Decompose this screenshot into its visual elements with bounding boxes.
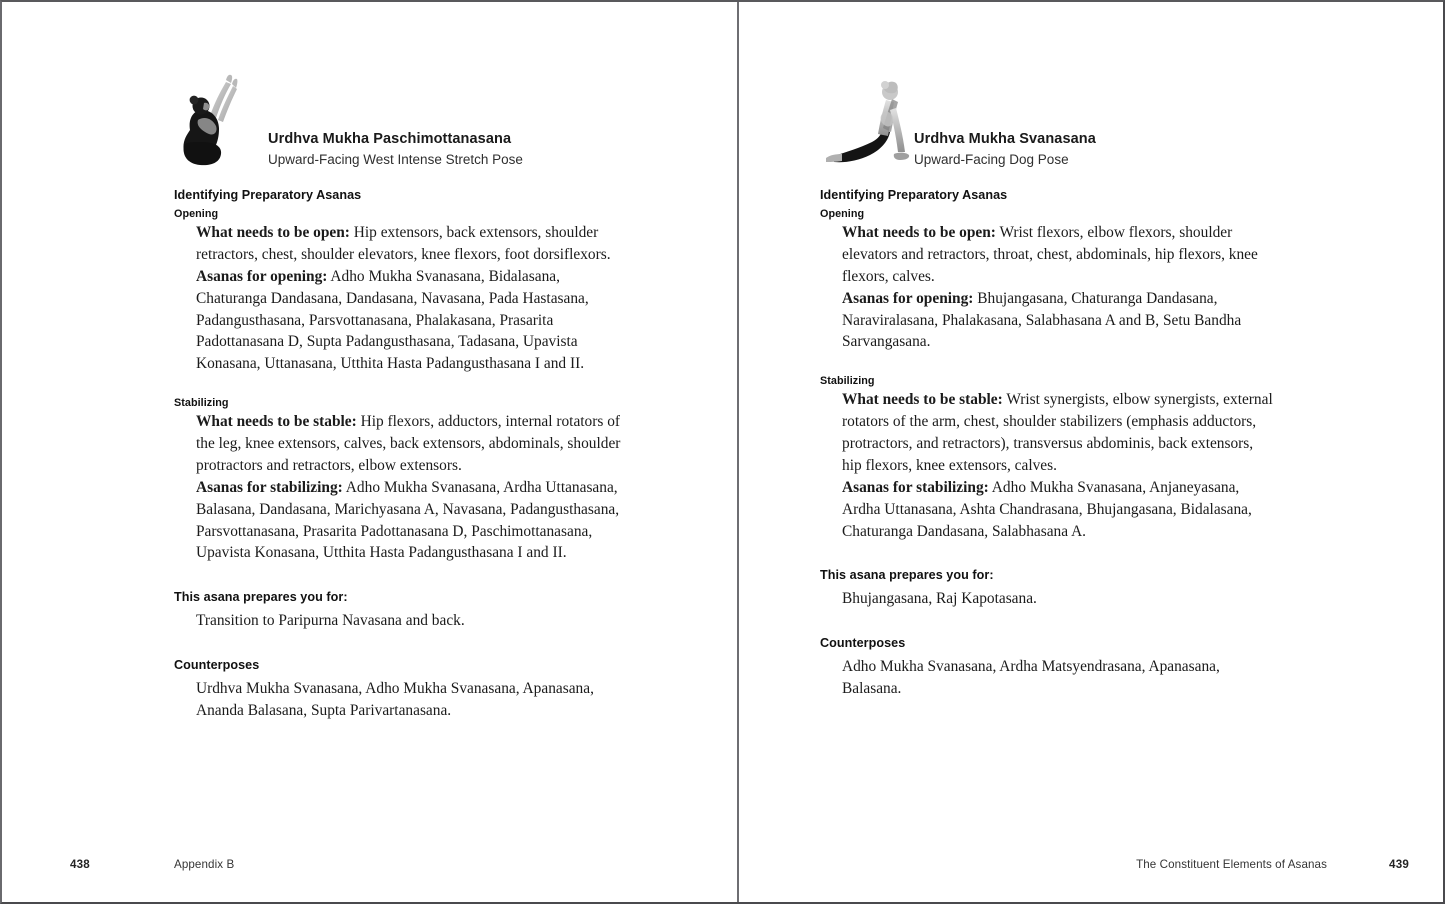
asanas-for-opening-label: Asanas for opening: [842,289,974,307]
right-page-footer [739,846,1445,906]
opening-body [196,222,624,375]
asanas-for-opening-paragraph [196,266,624,375]
left-page-content [174,72,624,722]
left-page [2,2,737,906]
heading-stabilizing: Stabilizing [820,375,875,388]
what-needs-to-be-open-text: Hip extensors, back extensors, shoulder retractors, chest, shoulder elevators, knee flexors, foot dorsiflexors. [196,224,611,263]
pose-titles [914,130,1096,172]
page-number: 438 [70,858,90,871]
running-head: The Constituent Elements of Asanas [1136,858,1327,871]
what-needs-to-be-open-paragraph [842,222,1275,288]
heading-opening: Opening [820,208,865,220]
prepares-text: Transition to Paripurna Navasana and back. [196,612,465,630]
what-needs-to-be-open-paragraph [196,222,624,266]
what-needs-to-be-open-label: What needs to be open: [196,224,350,241]
running-head: Appendix B [174,858,235,871]
asanas-for-stabilizing-text: Adho Mukha Svanasana, Anjaneyasana, Ardha Uttanasana, Ashta Chandrasana, Bhujangasana, Bidalasana, Chaturanga Dandasana, Salabhasana A. [842,478,1252,540]
what-needs-to-be-stable-label: What needs to be stable: [842,391,1003,409]
asanas-for-opening-paragraph [842,288,1275,354]
asanas-for-stabilizing-text: Adho Mukha Svanasana, Ardha Uttanasana, Balasana, Dandasana, Marichyasana A, Navasana, Padangusthasana, Parsvottanasana, Prasarita Padottanasana D, Paschimottanasana, Upavista Konasana, Utthita Hasta Padangusthasana I and II. [196,478,620,562]
pose-header [820,72,1275,172]
counterposes-text: Urdhva Mukha Svanasana, Adho Mukha Svanasana, Apanasana, Ananda Balasana, Supta Parivartanasana. [196,680,594,719]
pose-titles [268,130,523,172]
right-page [739,2,1445,906]
upward-facing-dog-figure [820,72,900,172]
right-page-content [820,72,1275,700]
asanas-for-opening-text: Adho Mukha Svanasana, Bidalasana, Chaturanga Dandasana, Dandasana, Navasana, Pada Hastasana, Padangusthasana, Parsvottanasana, Phalakasana, Prasarita Padottanasana D, Supta Padangusthasana, Tadasana, Upavista Konasana, Uttanasana, Utthita Hasta Padangusthasana I and II. [196,267,589,373]
counterposes-body [196,678,624,722]
heading-stabilizing: Stabilizing [174,397,229,410]
asanas-for-stabilizing-paragraph [196,477,624,565]
what-needs-to-be-stable-text: Hip flexors, adductors, internal rotators of the leg, knee extensors, calves, back extensors, abdominals, shoulder protractors and retractors, elbow extensors. [196,413,621,474]
prepares-body [196,610,624,632]
asanas-for-opening-label: Asanas for opening: [196,267,328,285]
heading-this-asana-prepares-you-for: This asana prepares you for: [820,568,994,583]
seated-upward-facing-forward-bend-figure [174,72,254,172]
what-needs-to-be-stable-text: Wrist synergists, elbow synergists, external rotators of the arm, chest, shoulder stabilizers (emphasis adductors, protractors, and retractors), transversus abdominis, back extensors, hip flexors, knee extensors, calves. [842,391,1273,474]
pose-name: Urdhva Mukha Svanasana [914,130,1096,147]
what-needs-to-be-stable-label: What needs to be stable: [196,413,357,431]
what-needs-to-be-stable-paragraph [196,411,624,477]
asanas-for-stabilizing-label: Asanas for stabilizing: [196,478,343,496]
pose-translation: Upward-Facing West Intense Stretch Pose [268,152,523,168]
pose-name: Urdhva Mukha Paschimottanasana [268,130,512,147]
prepares-body [842,588,1275,610]
asanas-for-stabilizing-paragraph [842,477,1275,543]
heading-counterposes: Counterposes [174,658,260,673]
heading-counterposes: Counterposes [820,636,906,651]
left-page-footer [2,846,737,906]
counterposes-body [842,656,1275,700]
opening-body [842,222,1275,353]
what-needs-to-be-open-text: Wrist flexors, elbow flexors, shoulder elevators and retractors, throat, chest, abdominals, hip flexors, knee flexors, calves. [842,224,1258,285]
heading-this-asana-prepares-you-for: This asana prepares you for: [174,590,348,605]
pose-header [174,72,624,172]
asanas-for-opening-text: Bhujangasana, Chaturanga Dandasana, Naraviralasana, Phalakasana, Salabhasana A and B, Setu Bandha Sarvangasana. [842,289,1242,351]
heading-identifying-preparatory-asanas: Identifying Preparatory Asanas [174,188,362,202]
what-needs-to-be-stable-paragraph [842,389,1275,477]
heading-identifying-preparatory-asanas: Identifying Preparatory Asanas [820,188,1008,202]
prepares-text: Bhujangasana, Raj Kapotasana. [842,590,1037,608]
heading-opening: Opening [174,208,219,220]
what-needs-to-be-open-label: What needs to be open: [842,224,996,241]
pose-translation: Upward-Facing Dog Pose [914,152,1069,168]
counterposes-text: Adho Mukha Svanasana, Ardha Matsyendrasana, Apanasana, Balasana. [842,658,1220,698]
page-number: 439 [1389,858,1409,871]
stabilizing-body [842,389,1275,542]
asanas-for-stabilizing-label: Asanas for stabilizing: [842,478,989,496]
stabilizing-body [196,411,624,564]
